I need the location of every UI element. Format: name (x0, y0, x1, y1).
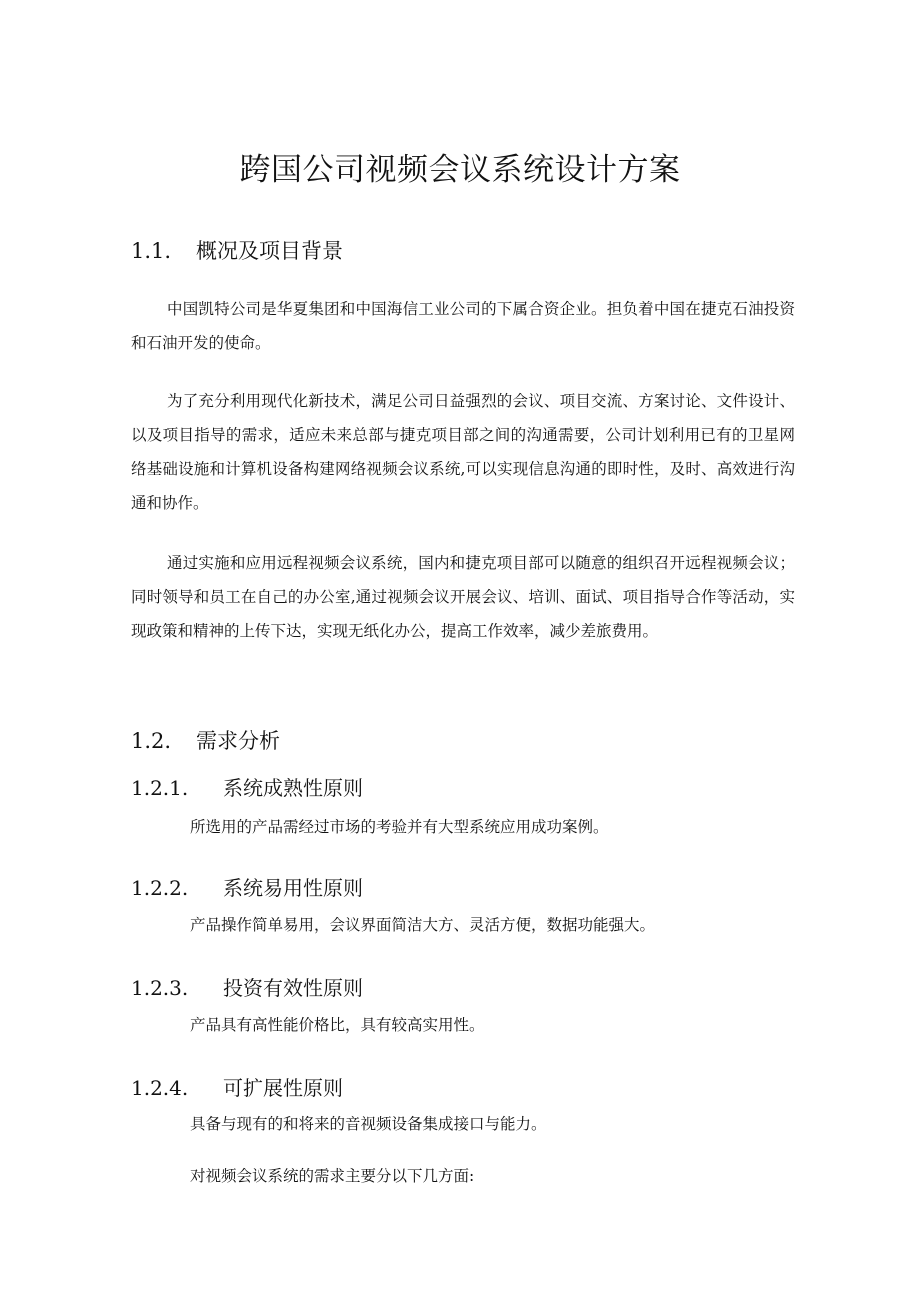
subsection-text: 产品操作简单易用，会议界面简洁大方、灵活方便，数据功能强大。 (190, 916, 656, 934)
subsection-title: 系统成熟性原则 (223, 776, 363, 800)
subsection-title: 可扩展性原则 (223, 1076, 343, 1100)
subsection-text: 产品具有高性能价格比，具有较高实用性。 (190, 1016, 485, 1034)
paragraph-company-intro: 中国凯特公司是华夏集团和中国海信工业公司的下属合资企业。担负着中国在捷克石油投资和石油开发的使命。 (131, 300, 795, 352)
subsection-text: 具备与现有的和将来的音视频设备集成接口与能力。 (190, 1115, 547, 1133)
paragraph-system-benefits: 通过实施和应用远程视频会议系统，国内和捷克项目部可以随意的组织召开远程视频会议；同时领导和员工在自己的办公室,通过视频会议开展会议、培训、面试、项目指导合作等活动，实现政策和精神的上传下达，实现无纸化办公，提高工作效率，减少差旅费用。 (131, 554, 795, 640)
subsection-heading-1-2-1 (131, 773, 363, 803)
subsection-number: 1.2.4. (131, 1076, 189, 1100)
section-title: 需求分析 (196, 729, 280, 753)
subsection-text: 所选用的产品需经过市场的考验并有大型系统应用成功案例。 (190, 818, 609, 836)
subsection-title: 系统易用性原则 (223, 876, 363, 900)
section-heading-1-1 (131, 236, 343, 266)
subsection-title: 投资有效性原则 (223, 976, 363, 1000)
section-number: 1.1. (131, 239, 172, 263)
closing-text: 对视频会议系统的需求主要分以下几方面: (190, 1167, 475, 1185)
paragraph-project-purpose: 为了充分利用现代化新技术，满足公司日益强烈的会议、项目交流、方案讨论、文件设计、以及项目指导的需求，适应未来总部与捷克项目部之间的沟通需要，公司计划利用已有的卫星网络基础设施和计算机设备构建网络视频会议系统,可以实现信息沟通的即时性，及时、高效进行沟通和协作。 (131, 392, 795, 512)
subsection-heading-1-2-3 (131, 973, 363, 1003)
section-title: 概况及项目背景 (196, 239, 343, 263)
subsection-heading-1-2-2 (131, 873, 363, 903)
section-number: 1.2. (131, 729, 172, 753)
subsection-heading-1-2-4 (131, 1073, 343, 1103)
section-heading-1-2 (131, 726, 280, 756)
subsection-number: 1.2.1. (131, 776, 189, 800)
subsection-number: 1.2.2. (131, 876, 189, 900)
subsection-number: 1.2.3. (131, 976, 189, 1000)
document-title: 跨国公司视频会议系统设计方案 (239, 152, 681, 188)
